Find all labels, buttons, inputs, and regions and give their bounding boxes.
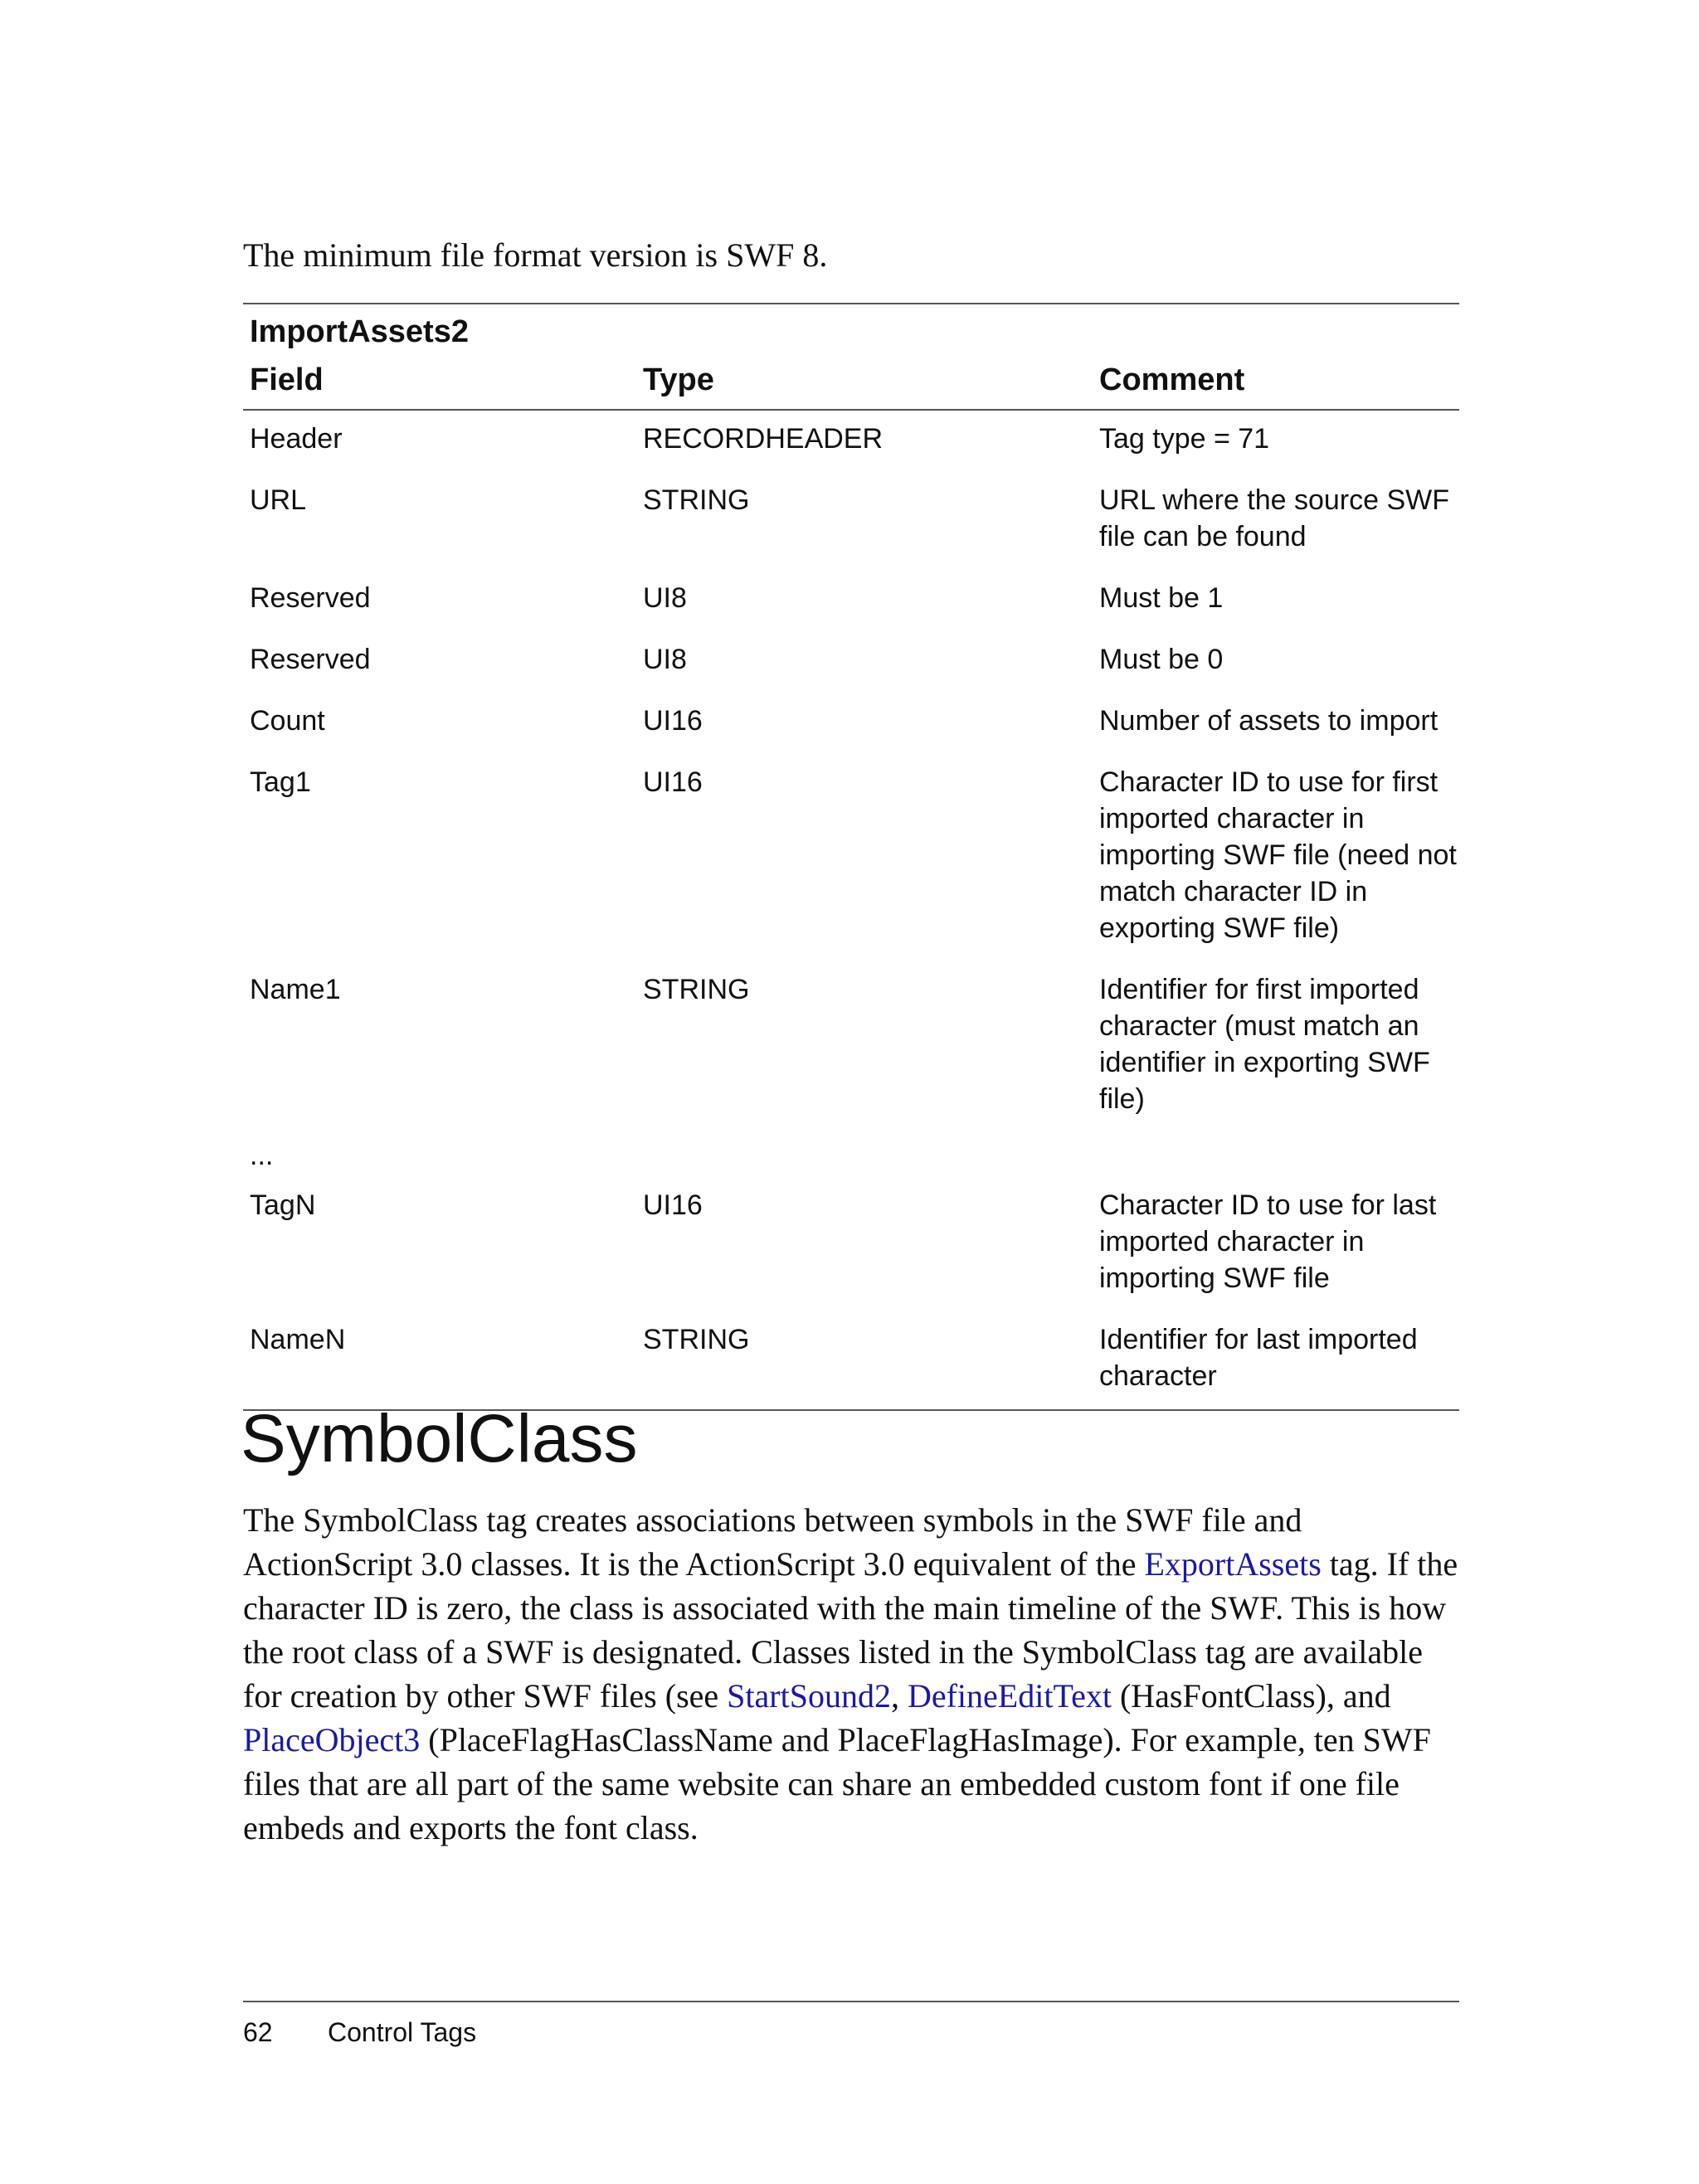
section-heading: SymbolClass: [241, 1401, 638, 1476]
export-assets-link[interactable]: ExportAssets: [1144, 1545, 1322, 1583]
intro-text: The minimum file format version is SWF 8.: [243, 236, 828, 274]
cell-comment: Tag type = 71: [1099, 423, 1270, 455]
table-header-row: [243, 351, 1459, 410]
place-object3-link[interactable]: PlaceObject3: [243, 1721, 421, 1758]
table-row: [243, 1177, 1459, 1311]
start-sound2-link[interactable]: StartSound2: [727, 1677, 891, 1715]
define-edit-text-link[interactable]: DefineEditText: [907, 1677, 1112, 1715]
table-row: [243, 472, 1459, 570]
header-type: Type: [636, 351, 1093, 410]
table-row: [243, 410, 1459, 472]
cell-comment: Identifier for first imported character (must match an identifier in exporting SWF file): [1099, 974, 1430, 1115]
cell-type: UI16: [643, 1189, 703, 1221]
page-footer: [243, 2016, 476, 2049]
table-row: [243, 754, 1459, 961]
cell-field: Count: [250, 705, 325, 737]
cell-field: Header: [250, 423, 343, 455]
body-text: (HasFontClass), and: [1111, 1677, 1391, 1715]
table-row: [243, 961, 1459, 1132]
table-row: [243, 693, 1459, 754]
header-comment: Comment: [1093, 351, 1459, 410]
table-row: [243, 631, 1459, 693]
cell-field: URL: [250, 484, 307, 516]
footer-rule: [243, 2001, 1459, 2002]
cell-type: RECORDHEADER: [643, 423, 884, 455]
cell-comment: Must be 0: [1099, 644, 1224, 675]
cell-field: NameN: [243, 1311, 636, 1410]
cell-field: Reserved: [250, 644, 371, 675]
body-text: The SymbolClass tag creates associations between symbols in the SWF file and ActionScript 3.0 classes. It is the ActionScript 3.0 equivalent of the: [243, 1501, 1302, 1583]
cell-type: STRING: [643, 974, 750, 1005]
cell-field: ...: [250, 1140, 274, 1171]
cell-type: UI16: [643, 766, 703, 798]
cell-field: TagN: [250, 1189, 316, 1221]
cell-type: UI8: [643, 644, 687, 675]
chapter-title: Control Tags: [328, 2017, 477, 2047]
cell-comment: Identifier for last imported character: [1093, 1311, 1459, 1410]
cell-type: UI16: [643, 705, 703, 737]
cell-comment: Character ID to use for last imported character in importing SWF file: [1099, 1189, 1437, 1294]
import-assets2-table: [243, 303, 1459, 1411]
table-row: [243, 570, 1459, 631]
body-paragraph: [243, 1498, 1463, 1850]
cell-field: Tag1: [250, 766, 311, 798]
cell-comment: [1093, 1132, 1459, 1177]
cell-field: Name1: [250, 974, 341, 1005]
table-row: [243, 1311, 1459, 1410]
cell-type: [636, 1132, 1093, 1177]
table-title: ImportAssets2: [250, 314, 469, 349]
cell-field: Reserved: [250, 582, 371, 614]
cell-comment: Character ID to use for first imported character in importing SWF file (need not match character ID in exporting SWF file): [1099, 766, 1457, 944]
cell-type: STRING: [636, 1311, 1093, 1410]
table-row-ellipsis: [243, 1132, 1459, 1177]
cell-comment: URL where the source SWF file can be found: [1099, 484, 1449, 552]
field-table: [243, 351, 1459, 1411]
page-number: 62: [243, 2017, 273, 2047]
cell-type: STRING: [643, 484, 750, 516]
body-text: tag. If the character ID is zero, the class is associated with the main timeline of the SWF. This is how the root class of a SWF is designated. Classes listed in the SymbolClass tag are available for creation by other SWF files (see: [243, 1545, 1458, 1715]
header-field: Field: [243, 351, 636, 410]
cell-type: UI8: [643, 582, 687, 614]
body-text: ,: [890, 1677, 908, 1715]
cell-comment: Must be 1: [1099, 582, 1224, 614]
cell-comment: Number of assets to import: [1099, 705, 1439, 737]
body-text: (PlaceFlagHasClassName and PlaceFlagHasImage). For example, ten SWF files that are all part of the same website can share an embedded custom font if one file embeds and exports the font class.: [243, 1721, 1431, 1846]
